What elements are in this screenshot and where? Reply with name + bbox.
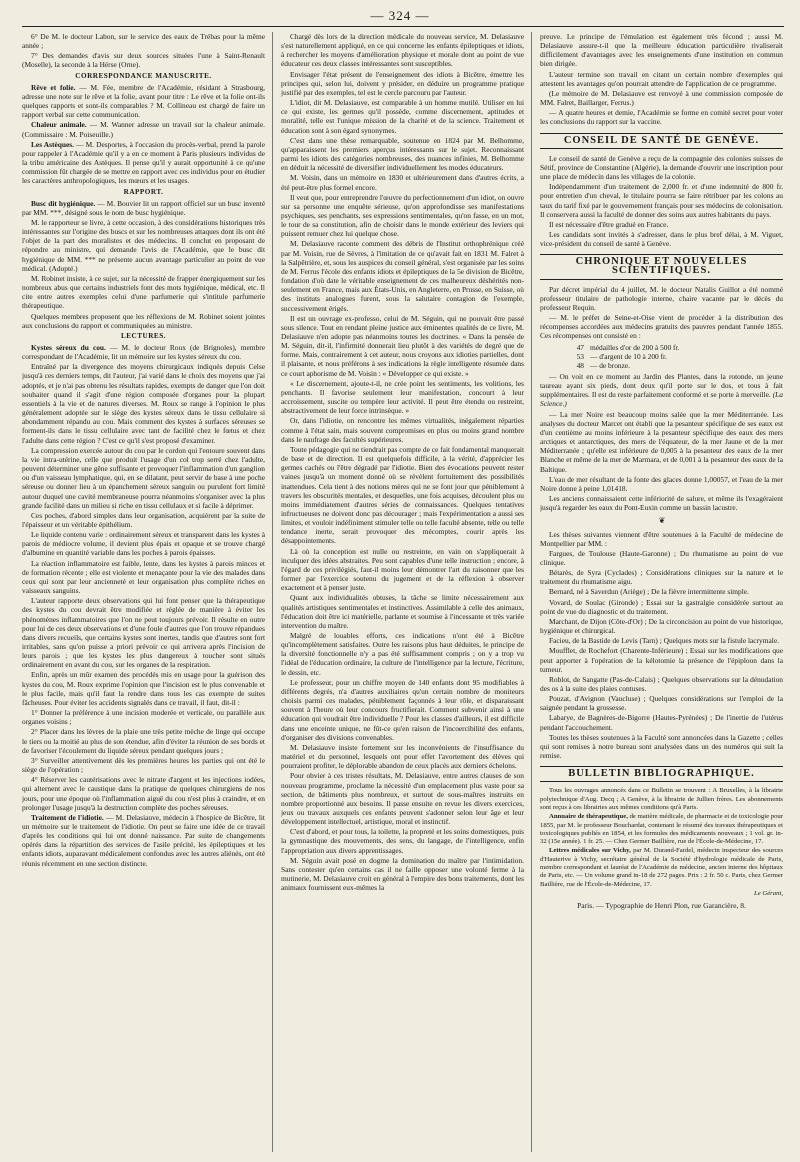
column-divider [272,32,273,1152]
paragraph: La réaction inflammatoire est faible, lente, dans les kystes à parois minces et de formation récente ; elle est violente et menaçante pour la vie des malades dans ceux qui sont par leur ancienneté et leur organisation plus complète riches en vaisseaux sanguins. [22,558,265,596]
column-divider [531,32,532,1152]
column-middle [281,32,524,1154]
paragraph: Toute pédagogie qui ne tiendrait pas compte de ce fait fondamental manquerait de base et de direction. Il est quelquefois difficile, à la vérité, d'apprécier les germes cachés ou l'être dégradé par l'idiotie. Bien des évocations peuvent rester vaines jusqu'à un moment donné où se révèlent fortuitement des possibilités inattendues. Cela tient à des notions mères qui ne se font jour que péniblement à travers les obscurités mentales, et desquelles, une fois acquises, découlent plus ou moins immédiatement d'autres séries de connaissances. Quelques tentatives infructueuses ne doivent donc pas décourager ; mais l'expérimentation a aussi ses limites, et vouloir indéfiniment stimuler telle ou telle faculté absente, telle ou telle tendance inerte, serait provoquer des mécomptes, courir après les désappointements. [281,444,524,546]
paragraph: Là où la conception est nulle ou restreinte, en vain on s'appliquerait à inculquer des idées abstraites. Peu sont capables d'une telle instruction ; encore, à l'égard de ces privilégiés, faut-il moins leur démontrer l'art du raisonner que les former par l'exercice soutenu du jugement et de la réflexion à observer exactement et à penser juste. [281,546,524,593]
bibliography-entry: Lettres médicales sur Vichy, par M. Durand-Fardel, médecin inspecteur des sources d'Hauterive à Vichy, secrétaire général de la Société d'hydrologie médicale de Paris, membre correspondant et lauréat de l'Académie de médecine, ancien interne des hôpitaux de Paris, etc. — Un volume grand in-18 de 272 pages. Prix : 2 fr. 50 c. Paris, chez Germer Baillière, rue de l'École-de-Médecine, 17. [540,847,783,888]
run-in-title: Busc dit hygiénique. [31,198,96,208]
paragraph: Malgré de louables efforts, ces indications n'ont été à Bicêtre qu'incomplètement satisfaites. Outre les raisons plus haut déduites, le principe de la diversité fonctionnelle n'y a pas été suffisamment compris ; on y a trop vu l'idéal de l'éducation ordinaire, la culture de l'intelligence par la lecture, l'écriture, le dessin, etc. [281,631,524,677]
thesis-entry: Pouzat, d'Avignon (Vaucluse) ; Quelques considérations sur l'emploi de la saignée pendant la grossesse. [540,694,783,713]
awards-list [566,343,783,370]
section-title: CHRONIQUE ET NOUVELLES SCIENTIFIQUES. [540,254,783,279]
printer-imprint: Paris. — Typographie de Henri Plon, rue Garancière, 8. [577,901,746,911]
column-left [22,32,265,1154]
paragraph: « Le discernement, ajoute-t-il, ne crée point les sentiments, les volitions, les penchants. Il favorise seulement leur manifestation, concourt à leur accroissement, suscite ou tempère leur activité. Il peut être étendu ou restreint, abstractivement de leur force intrinsèque. » [281,378,524,416]
ornament-divider: ❦ [658,516,665,526]
paragraph: M. Robinet insiste, à ce sujet, sur la nécessité de frapper énergiquement sur les nombreux abus que certains industriels font des mots hygiénique, médical, etc. Il cite entre autres exemples celui d'une parfumerie qui s'intitule parfumerie thérapeutique. [22,273,265,311]
paragraph: Or, dans l'idiotie, on rencontre les mêmes virtualités, inégalement réparties comme à l'état sain, mais souvent compromises en plus ou moins grand nombre dans le naufrage des facultés supérieures. [281,416,524,444]
paragraph: Les candidats sont invités à s'adresser, dans le plus bref délai, à M. Viguet, vice-président du conseil de santé à Genève. [540,229,783,249]
paragraph: Ces poches, d'abord simples dans leur organisation, acquièrent par la suite de l'épaisseur et un véritable épithélium. [22,510,265,529]
paragraph: Chaleur animale. — M. Wanner adresse un travail sur la chaleur animale. (Commissaire : M. Poiseuille.) [22,120,265,139]
paragraph: L'auteur rapporte deux observations qui lui font penser que la thérapeutique des kystes du cou devrait être modifiée et réglée de manière à éviter les phénomènes inflammatoires que l'on ne peut toujours prévoir. Il résulte en outre pour lui de ces deux observations et d'une foule d'autres que l'on trouve répandues dans divers recueils, que certains kystes sont inertes, tandis que d'autres sont fort irritables, sans qu'on puisse a priori prévoir ce qui arrivera après l'incision de leurs parois ; que les kystes les plus dangereux à toucher sont situés ordinairement en avant du cou, sur les organes de la respiration. [22,596,265,670]
paragraph: C'est d'abord, et pour tous, la toilette, la propreté et les soins domestiques, puis la gymnastique des mouvements, des sens, du langage, de l'intelligence, enfin l'appropriation aux divers apprentissages. [281,827,524,855]
paragraph: Busc dit hygiénique. — M. Bouvier lit un rapport officiel sur un busc inventé par MM. ***, désigné sous le nom de busc hygiénique. [22,198,265,217]
list-item: 3° Surveiller attentivement dès les premières heures les parties qui ont été le siège de l'opération ; [22,755,265,775]
thesis-entry: Bétarès, de Syra (Cyclades) ; Considérations cliniques sur la nature et le traitement du rhumatisme aigu. [540,568,783,587]
section-title: CONSEIL DE SANTÉ DE GENÈVE. [540,133,783,149]
paragraph: C'est dans une thèse remarquable, soutenue en 1824 par M. Belhomme, qu'apparaissent les premiers aperçus intéressants sur le sujet. Reconnaissant parmi les idiots des catégories nombreuses, des nuances infinies, M. Belhomme en déduit la nécessité de diversifier individuellement les modes éducateurs. [281,135,524,173]
paragraph: — On voit en ce moment au Jardin des Plantes, dans la rotonde, un jeune taureau ayant six pieds, dont deux qu'il porte sur le dos, et tous à fait supplémentaires. Il est du reste parfaitement conformé et se porte à merveille. (La Science.) [540,372,783,409]
section-heading: LECTURES. [120,331,167,340]
paragraph: Quant aux individualités obtuses, la tâche se limite nécessairement aux qualités artistiques sentimentales et instinctives. Assimilable à celle des animaux, l'éducation doit être ici matérielle, parlante et soumise à l'incessante et très variée intervention du maître. [281,593,524,630]
thesis-entry: Marchant, de Dijon (Côte-d'Or) ; De la circoncision au point de vue historique, hygiénique et chirurgical. [540,616,783,636]
paragraph: L'auteur termine son travail en citant un certain nombre d'exemples qui attestent les avantages qu'on pourrait attendre de l'application de ce programme. [540,69,783,88]
paragraph: Tous les ouvrages annoncés dans ce Bulletin se trouvent : A Bruxelles, à la librairie polytechnique d'Aug. Decq ; A Genève, à la librairie de Jullien frères. Les abonnements sont reçus à ces librairies aux mêmes conditions qu'à Paris. [540,787,783,811]
thesis-entry: Fargues, de Toulouse (Haute-Garonne) ; Du rhumatisme au point de vue clinique. [540,548,783,567]
run-in-title: Lettres médicales sur Vichy, [549,847,631,855]
paragraph: — A quatre heures et demie, l'Académie se forme en comité secret pour voter les conclusions du rapport sur la vaccine. [540,108,783,127]
paragraph: Le conseil de santé de Genève a reçu de la compagnie des colonies suisses de Sétif, province de Constantine (Algérie), la demande d'ouvrir une inscription pour une place de médecin dans les villages de la colonie. [540,153,783,182]
paragraph: Toutes les thèses soutenues à la Faculté sont annoncées dans la Gazette ; celles qui sont remises à notre bureau sont analysées dans un des numéros qui suit la remise. [540,732,783,761]
run-in-title: Traitement de l'idiotie. [31,812,104,822]
list-item: 53 — d'argent de 10 à 200 fr. [576,351,667,361]
paragraph: Traitement de l'idiotie. — M. Delasiauve, médecin à l'hospice de Bicêtre, lit un mémoire sur le traitement de l'idiotie. On peut se faire une idée de ce travail d'après les conditions qui lui ont donné naissance. Par suite de changements opérés dans la répartition des services de l'asile précité, les épileptiques et les enfants idiots, auparavant médicalement confondus avec les autres aliénés, ont été réunis récemment en une section distincte. [22,812,265,868]
thesis-entry: Bernard, né à Saverdun (Ariège) ; De la fièvre intermittente simple. [549,587,749,597]
paragraph: L'idiot, dit M. Delasiauve, est comparable à un homme mutilé. Utiliser en lui ce qui existe, les germes qu'il possède, comme discernement, aptitudes et moralité, telle est l'unique mission de la charité et de la science. Traitement et éducation sont à son égard synonymes. [281,98,524,135]
list-item: 2° Placer dans les lèvres de la plaie une très petite mèche de linge qui occupe le tiers ou la moitié au plus de son étendue, afin d'éviter la réunion de ses bords et de favoriser l'écoulement du liquide séreux pendant quelques jours ; [22,727,265,755]
run-in-title: Kystes séreux du cou. [31,343,106,352]
section-heading: CORRESPONDANCE MANUSCRITE. [75,71,212,80]
paragraph: M. le rapporteur se livre, à cette occasion, à des considérations historiques très intéressantes sur l'origine des buscs et sur les nombreuses attaques dont ils ont été l'objet de la part des moralistes et des médecins. Il conclut en proposant de répondre au ministre, qui demande l'avis de l'Académie, que le busc dit hygiénique de MM. *** ne présente aucun avantage particulier au point de vue médical. (Adopté.) [22,217,265,273]
list-item: 48 — de bronze. [576,360,631,370]
section-title: BULLETIN BIBLIOGRAPHIQUE. [540,766,783,782]
paragraph: M. Voisin, dans un mémoire en 1830 et ultérieurement dans d'autres écrits, a été peut-être plus formel encore. [281,173,524,192]
thesis-entry: Roblot, de Sangatte (Pas-de-Calais) ; Quelques observations sur la dénudation des os à la suite des plaies contuses. [540,674,783,693]
run-in-title: Chaleur animale. [31,120,87,130]
paragraph: L'eau de mer résultant de la fonte des glaces donne 1,00057, et l'eau de la mer Noire donne à peine 1,01418. [540,474,783,493]
paragraph: Chargé dès lors de la direction médicale du nouveau service, M. Delasiauve s'est naturellement appliqué, en ce qui concerne les enfants épileptiques et idiots, à rechercher les moyens d'amélioration physique et morale dont au point de vue éducateur ces deux classes intéressantes sont susceptibles. [281,32,524,69]
signature-line: Le Gérant, [754,889,783,897]
thesis-entry: Labarye, de Bagnères-de-Bigorre (Hautes-Pyrénées) ; De l'inertie de l'utérus pendant l'accouchement. [540,713,783,732]
paragraph: M. Delasiauve insiste fortement sur les inconvénients de l'insuffisance du matériel et du personnel, lesquels ont pour effet l'avortement des élèves qui pourraient profiter, le déplorable abandon de ceux placés aux derniers échelons. [281,742,524,771]
paragraph: Il est nécessaire d'être gradué en France. [549,219,669,229]
bibliography-entry: Annuaire de thérapeutique, de matière médicale, de pharmacie et de toxicologie pour 1855, par M. le professeur Bouchardat, contenant le résumé des travaux thérapeutiques et toxicologiques publiés en 1854, et les formules des médicaments nouveaux ; 1 vol. gr. in-32 (15e année). 1 fr. 25. — Chez Germer Baillière, rue de l'École-de-Médecine, 17. [540,813,783,846]
run-in-title: Annuaire de thérapeutique, [549,813,628,821]
thesis-entry: Facieu, de la Bastide de Levis (Tarn) ; Quelques mots sur la fistule lacrymale. [549,636,779,646]
paragraph: Il est un ouvrage ex-professo, celui de M. Séguin, qui ne pouvait être passé sous silence. Tout en rendant pleine justice aux éminentes qualités de ce livre, M. Delasiauve n'en adopte pas néanmoins toutes les doctrines. « Dans la pensée de M. Séguin, dit-il, l'infirmité donnerait lieu plutôt à des variétés de degré que de forme. Mais, contrairement à cet auteur, nous croyons aux idioties partielles, dont il plaisante, et nous préférons à ses indications la règle intelligente résumée dans ce court aphorisme de M. Voisin : « Développer ce qui existe. » [281,313,524,378]
paragraph: — La mer Noire est beaucoup moins salée que la mer Méditerranée. Les analyses du docteur Marcet ont établi que la pesanteur spécifique de ses eaux est d'un centième au moins inférieure à la pesanteur spécifique des eaux des mers arctiques et antarctiques, des mers de l'équateur, de la mer Jaune et de la mer Méditerranée ; qu'elle est inférieure de 0,005 à la pesanteur des eaux de la mer Blanche et même de la mer de Marmara, et de 0,001 à la pesanteur des eaux de la Baltique. [540,409,783,474]
paragraph: M. Séguin avait posé en dogme la domination du maître par l'intimidation. Sans contester qu'en certains cas il ne faille opposer une volonté ferme à la mutinerie, M. Delasiauve croit en général à l'empire des bons traitements, dont les animaux fournissent eux-mêmes la [281,855,524,893]
source-citation: (La Science.) [540,390,783,409]
page-number: — 324 — [370,8,430,23]
paragraph: 6° De M. le docteur Labon, sur le service des eaux de Trébas pour la même année ; [22,32,265,51]
paragraph: La compression exercée autour du cou par le cordon qui l'entoure souvent dans la vie intra-utérine, celle que produit l'usage d'un col trop serré chez l'adulte, peuvent déterminer une gêne suffisante et provoquer l'inflammation d'un ganglion ou d'un vaisseau lymphatique, qui, en se dilatant, peut servir de base à une poche séreuse ou donner lieu à un épanchement séreux sanguin ou purulent fort limité autour duquel une cavité membraneuse pourra néanmoins s'organiser avec la plus grande facilité dans un milieu si riche en tissu cellulaux et si facile à déprimer. [22,445,265,510]
thesis-entry: Vovard, de Soulac (Gironde) ; Essai sur la gastralgie considérée surtout au point de vue du diagnostic et du traitement. [540,597,783,616]
paragraph: 7° Des demandes d'avis sur deux sources situées l'une à Saint-Renault (Moselle), la seconde à la Hérse (Orne). [22,51,265,70]
paragraph: Quelques membres proposent que les réflexions de M. Robinet soient jointes aux conclusions du rapport et communiquées au ministre. [22,311,265,330]
header-rule [22,26,784,27]
paragraph: Envisager l'état présent de l'enseignement des idiots à Bicêtre, émettre les principes qui, selon lui, doivent y présider, en déduire un programme pratique justifié par des exemples, tel est le cercle parcouru par l'auteur. [281,69,524,97]
paragraph: Pour obvier à ces tristes résultats, M. Delasiauve, entre autres clauses de son nouveau programme, proclame la nécessité d'un emplacement plus vaste pour sa section, de bâtiments plus nombreux, et surtout de sous-maîtres instruits en nombre proportionné aux besoins. Il passe ensuite en revue les divers exercices, jeux ou travaux auxquels ces enfants peuvent s'adonner selon leur âge et leur développement intellectuel, artistique, moral et instinctif. [281,771,524,827]
paragraph: Le professeur, pour un chiffre moyen de 140 enfants dont 95 modifiables à différents degrés, n'a d'autres auxiliaires qu'un certain nombre de moniteurs choisis parmi ces malades, péniblement façonnés à leur rôle, et disparaissant souvent à l'heure où leur concours fructifierait. Comment subvenir ainsi à une éducation qui voudrait être individuelle ? Pour les classes d'ailleurs, il est difficile dans une enceinte unique, ne fût-ce qu'en raison de l'incoercibilité des enfants, d'organiser des divisions convenables. [281,677,524,742]
paragraph: Indépendamment d'un traitement de 2,000 fr. et d'une indemnité de 800 fr. pour entretien d'un cheval, le titulaire pourra se faire rétribuer par les colons au taux du tarif fixé par le gouvernement français pour ses médecins de colonisation. Il conservera aussi la faculté de donner des soins aux autres habitants du pays. [540,182,783,219]
paragraph: (Le mémoire de M. Delasiauve est renvoyé à une commission composée de MM. Falret, Baillarger, Ferrus.) [540,88,783,108]
section-heading: RAPPORT. [123,187,164,196]
paragraph: Il veut que, pour entreprendre l'œuvre du perfectionnement d'un idiot, on ouvre sur sa personne une enquête sérieuse, qu'on approfondisse ses manifestations psychiques, ses penchants, ses expressions sentimentales, qu'on fasse, en un mot, le tour de sa constitution, afin de choisir dans le monde extérieur des leviers qui puissent remuer chez lui quelque chose. [281,192,524,239]
paragraph: Rêve et folie. — M. Fée, membre de l'Académie, résidant à Strasbourg, adresse une note sur le rêve et la folie, avant pour titre : Le rêve et la folie ont-ils quelques rapports et sont-ils comparables ? M. Collineau est chargé de faire un rapport verbal sur cette communication. [22,82,265,120]
paragraph: Enfin, après un mûr examen des procédés mis en usage pour la guérison des kystes du cou, M. Roux exprime l'opinion que l'incision est le plus convenable et le plus facile, mais qu'il faut la rendre dans tous les cas exempte de suites fâcheuses. Pour éviter les accidents signalés dans ce travail, il faut, dit-il : [22,670,265,707]
run-in-title: Les Astèques. [31,139,74,149]
paragraph: preuve. Le principe de l'émulation est également très fécond ; aussi M. Delasiauve assure-t-il que la meilleure éducation particulière rivaliserait difficilement d'avantages avec les enseignements d'une institution en commun bien dirigée. [540,32,783,69]
paragraph: Les Astèques. — M. Desportes, à l'occasion du procès-verbal, prend la parole pour rappeler à l'Académie qu'il y a en ce moment à Paris plusieurs individus de la tribu américaine des Astèques. Il pense qu'il y aurait opportunité à ce qu'une commission fût chargée de se mettre en rapport avec ces individus pour en étudier les caractères anthropologiques, les mœurs et les usages. [22,139,265,186]
paragraph: Kystes séreux du cou. — M. le docteur Roux (de Brignoles), membre correspondant de l'Académie, lit un mémoire sur les kystes séreux du cou. [22,343,265,362]
paragraph: Entraîné par la divergence des moyens chirurgicaux indiqués depuis Celse jusqu'à ces derniers temps, dit l'auteur, j'ai varié dans le choix des moyens que j'ai adoptés, et je n'ai pas obtenu les résultats rapides, exempts de danger que l'on doit souhaiter quand il s'agit d'une région composée d'organes pour la plupart essentiels à la vie et de natures diverses. M. Roux se range à l'opinion le plus généralement adoptée sur le siège des kystes séreux dans le tissu cellulaire si abondamment répandu au cou. Mais comment des kystes à surfaces séreuses se forment-ils dans le tissu cellulaire avec tant de facilité chez le fœtus et chez l'adulte dans cette région ? C'est ce qu'il s'est proposé d'examiner. [22,362,265,445]
paragraph: Les anciens connaissaient cette infériorité de salure, et même ils l'exagéraient jusqu'à regarder les eaux du Pont-Euxin comme un bassin lacustre. [540,494,783,513]
thesis-entry: Moufflet, de Rochefort (Charente-Inférieure) ; Essai sur les modifications que peut apporter à l'opération de la kélotomie la présence de l'épiploon dans la tumeur. [540,646,783,674]
paragraph: Par décret impérial du 4 juillet, M. le docteur Natalis Guillot a été nommé professeur titulaire de pathologie interne, chaire vacante par le décès du professeur Requin. [540,284,783,312]
paragraph: M. Delasiauve raconte comment des débris de l'Institut orthophrénique créé par M. Voisin, rue de Sèvres, à l'imitation de ce qu'avait fait en 1831 M. Falret à la Salpêtrière, et, sous les auspices du conseil général, s'est organisée par les soins de M. Ferrus l'école des enfants idiots et épileptiques de la 5e division de Bicêtre, fondation d'où date le véritable enseignement de ces malheureux déshérités non-seulement en France, mais aux États-Unis, en Angleterre, en Prusse, en Suisse, où des instituts analogues furent, sous la salutaire contagion de l'exemple, successivement érigés. [281,239,524,313]
list-item: 1° Donner la préférence à une incision moderée et verticale, ou parallèle aux organes voisins ; [22,708,265,727]
list-item: 47 médailles d'or de 200 à 500 fr. [576,342,680,352]
paragraph: Les thèses suivantes viennent d'être soutenues à la Faculté de médecine de Montpellier par MM. : [540,529,783,548]
column-right [540,32,783,1154]
paragraph: Le liquide contenu varie : ordinairement séreux et transparent dans les kystes à parois de médiocre volume, il devient plus épais et opaque et se trouve chargé d'albumine en quantité variable dans les poches à parois épaisses. [22,530,265,558]
list-item: 4° Réserver les cautérisations avec le nitrate d'argent et les injections iodées, qui alternent avec le caustique dans la pratique de quelques chirurgiens de nos jours, pour une époque où l'inflammation aiguë du cou n'est plus à craindre, et en prolonger l'usage jusqu'à la destruction complète des poches séreuses. [22,775,265,812]
paragraph: — M. le préfet de Seine-et-Oise vient de procéder à la distribution des récompenses accordées aux médecins gratuits des pauvres pendant l'année 1855. Ces récompenses ont consisté en : [540,313,783,341]
run-in-title: Rêve et folie. [31,82,76,92]
